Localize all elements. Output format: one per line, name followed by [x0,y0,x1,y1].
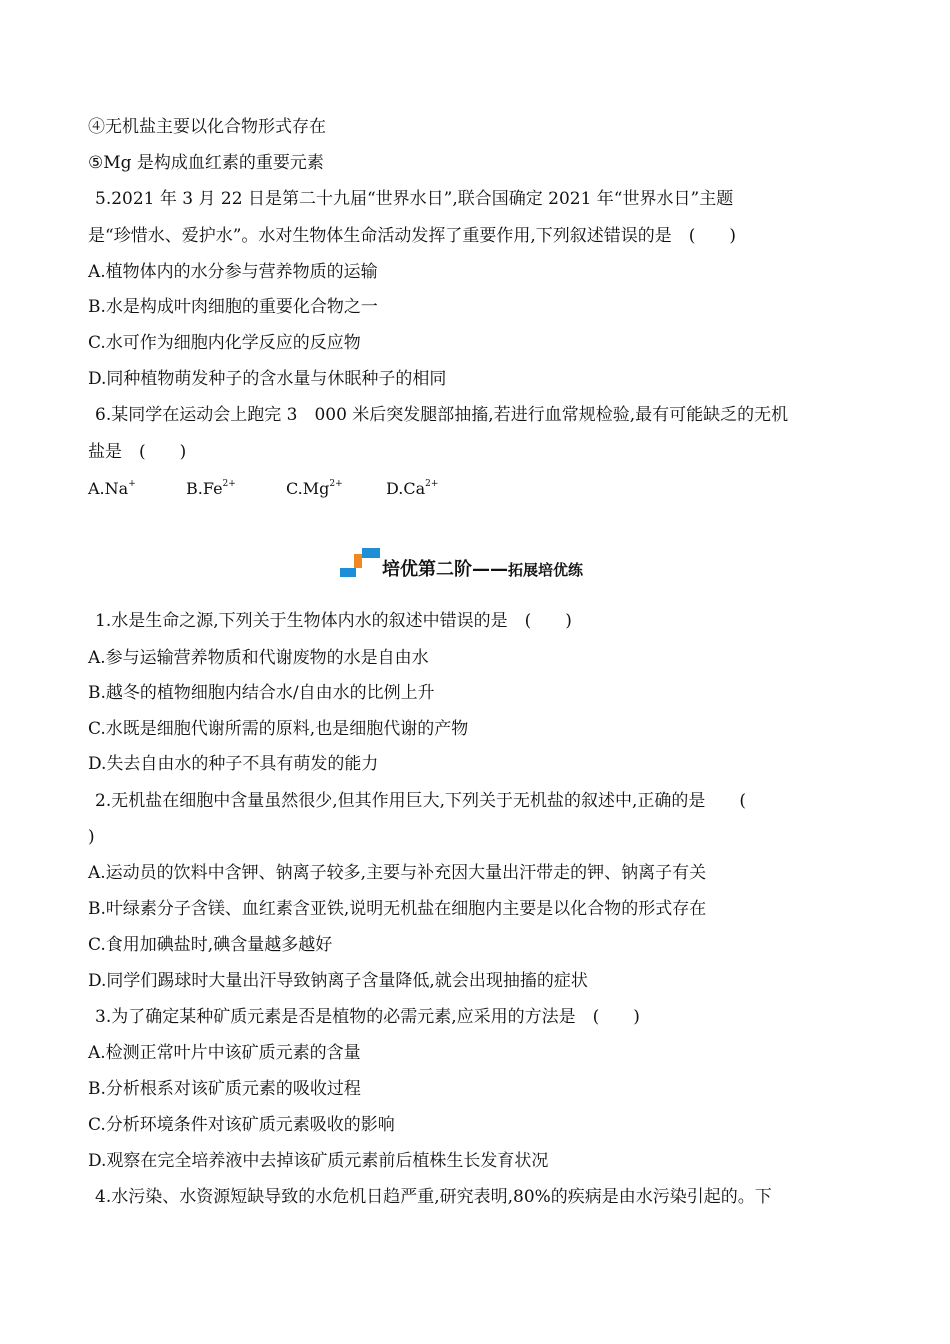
s2-stem-line2: ) [88,827,95,847]
s4-stem: 4.水污染、水资源短缺导致的水危机日趋严重,研究表明,80%的疾病是由水污染引起的。下 [95,1187,772,1207]
s3-option-d: D.观察在完全培养液中去掉该矿质元素前后植株生长发育状况 [88,1151,549,1171]
s3-option-a: A.检测正常叶片中该矿质元素的含量 [88,1043,361,1063]
s2-option-d: D.同学们踢球时大量出汗导致钠离子含量降低,就会出现抽搐的症状 [88,971,588,991]
section-heading [340,548,660,584]
logo-blue-bottom-block [340,568,356,577]
question-5-option-b: B.水是构成叶肉细胞的重要化合物之一 [88,297,378,317]
question-6-stem-line1: 6.某同学在运动会上跑完 3 000 米后突发腿部抽搐,若进行血常规检验,最有可能缺乏的无机 [95,405,789,425]
s3-option-c: C.分析环境条件对该矿质元素吸收的影响 [88,1115,395,1135]
s2-option-a: A.运动员的饮料中含钾、钠离子较多,主要与补充因大量出汗带走的钾、钠离子有关 [88,863,707,883]
logo-blue-top-block [362,548,380,558]
s1-stem: 1.水是生命之源,下列关于生物体内水的叙述中错误的是 ( ) [95,611,572,631]
prev-item-4: ④无机盐主要以化合物形式存在 [88,117,326,137]
question-5-option-d: D.同种植物萌发种子的含水量与休眠种子的相同 [88,369,447,389]
logo-orange-block [354,554,362,568]
question-5-option-a: A.植物体内的水分参与营养物质的运输 [88,262,378,282]
s3-option-b: B.分析根系对该矿质元素的吸收过程 [88,1079,361,1099]
s1-option-b: B.越冬的植物细胞内结合水/自由水的比例上升 [88,683,435,703]
prev-item-5: ⑤Mg 是构成血红素的重要元素 [88,153,324,173]
question-5-option-c: C.水可作为细胞内化学反应的反应物 [88,333,361,353]
question-6-option-d: $D.Ca^{2+}$ [386,479,439,498]
question-6-stem-line2: 盐是 ( ) [88,442,187,462]
s3-stem: 3.为了确定某种矿质元素是否是植物的必需元素,应采用的方法是 ( ) [95,1007,640,1027]
question-6-option-c: $C.Mg^{2+}$ [286,479,343,498]
question-5-stem-line1: 5.2021 年 3 月 22 日是第二十九届“世界水日”,联合国确定 2021 年“世界水日”主题 [95,189,734,209]
section-title: 培优第二阶——拓展培优练 [382,559,584,580]
s1-option-a: A.参与运输营养物质和代谢废物的水是自由水 [88,648,429,668]
section-stairs-icon [340,548,382,580]
s2-option-c: C.食用加碘盐时,碘含量越多越好 [88,935,333,955]
s1-option-c: C.水既是细胞代谢所需的原料,也是细胞代谢的产物 [88,719,469,739]
s1-option-d: D.失去自由水的种子不具有萌发的能力 [88,754,379,774]
question-6-options [88,477,438,501]
question-6-option-b: $B.Fe^{2+}$ [186,479,236,498]
question-5-stem-line2: 是“珍惜水、爱护水”。水对生物体生命活动发挥了重要作用,下列叙述错误的是 ( ) [88,226,737,246]
s2-stem-line1: 2.无机盐在细胞中含量虽然很少,但其作用巨大,下列关于无机盐的叙述中,正确的是 ( [95,791,747,811]
s2-option-b: B.叶绿素分子含镁、血红素含亚铁,说明无机盐在细胞内主要是以化合物的形式存在 [88,899,707,919]
question-6-option-a: A.Na+ [88,479,136,498]
